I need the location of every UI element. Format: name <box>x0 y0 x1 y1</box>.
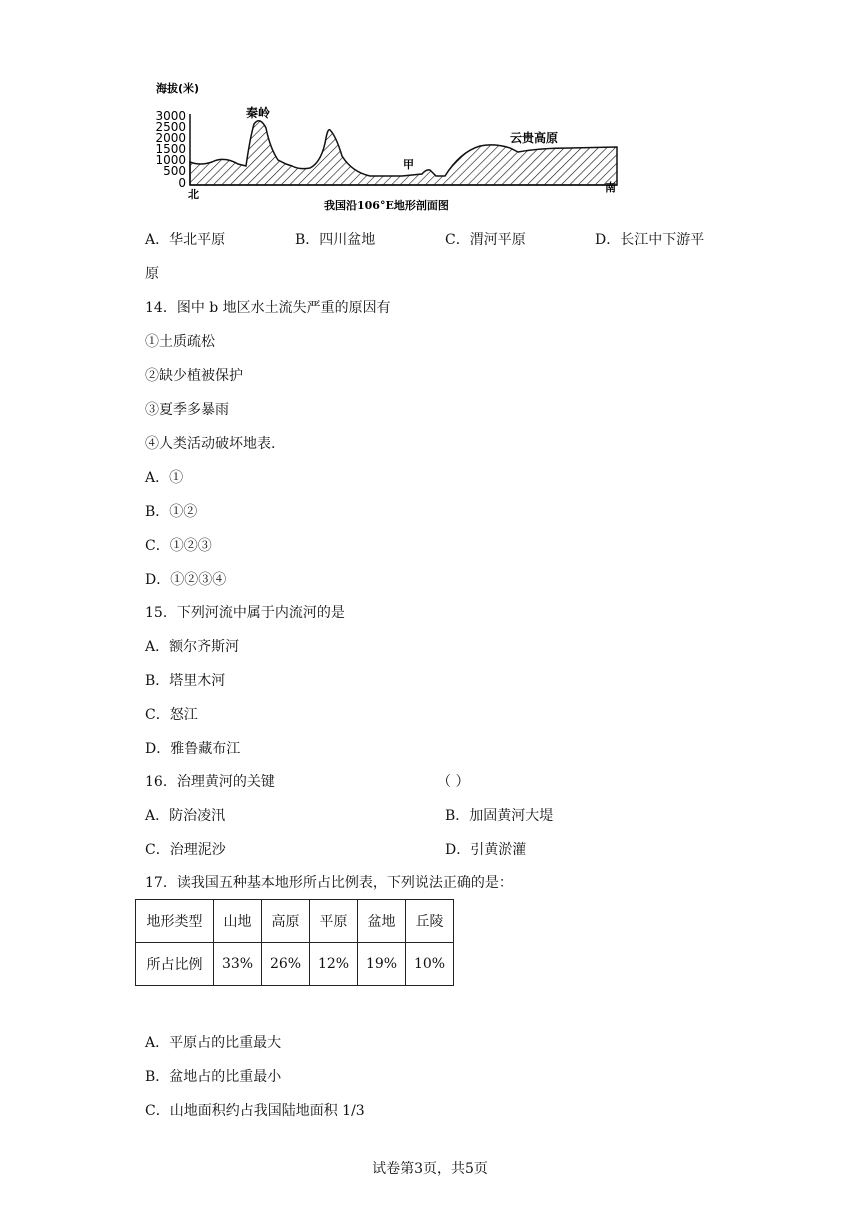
q16-option-c[interactable]: C．治理泥沙 <box>145 842 226 858</box>
ytick-500: 500 <box>163 164 186 178</box>
label-north: 北 <box>188 188 199 201</box>
profile-ylabel: 海拔(米) <box>156 82 200 95</box>
q14-item-1: ①土质疏松 <box>145 334 215 350</box>
q13-option-b[interactable]: B．四川盆地 <box>295 232 376 248</box>
ytick-1000: 1000 <box>155 153 186 167</box>
q16-option-b[interactable]: B．加固黄河大堤 <box>445 808 554 824</box>
q14-option-a[interactable]: A．① <box>145 470 184 486</box>
q17-option-a[interactable]: A．平原占的比重最大 <box>145 1035 282 1051</box>
label-yungui: 云贵高原 <box>510 131 559 145</box>
terrain-profile-figure <box>150 78 630 218</box>
q17-option-c[interactable]: C．山地面积约占我国陆地面积 1/3 <box>145 1103 365 1119</box>
table-cell: 平原 <box>310 900 358 943</box>
q15-option-b[interactable]: B．塔里木河 <box>145 673 226 689</box>
q13-option-c[interactable]: C．渭河平原 <box>445 232 526 248</box>
q14-option-d[interactable]: D．①②③④ <box>145 572 227 588</box>
q14-stem: 14．图中 b 地区水土流失严重的原因有 <box>145 300 391 316</box>
q15-stem: 15．下列河流中属于内流河的是 <box>145 605 345 621</box>
q14-item-3: ③夏季多暴雨 <box>145 402 229 418</box>
table-cell: 10% <box>406 943 454 986</box>
q14-option-b[interactable]: B．①② <box>145 504 198 520</box>
label-jia: 甲 <box>403 158 414 171</box>
ytick-3000: 3000 <box>155 109 186 123</box>
table-cell: 19% <box>358 943 406 986</box>
table-cell: 高原 <box>262 900 310 943</box>
q17-option-b[interactable]: B．盆地占的比重最小 <box>145 1069 282 1085</box>
table-row <box>136 943 454 986</box>
q15-option-c[interactable]: C．怒江 <box>145 707 198 723</box>
profile-caption: 我国沿106°E地形剖面图 <box>324 199 449 212</box>
q13-option-a[interactable]: A．华北平原 <box>145 232 226 248</box>
q17-stem: 17．读我国五种基本地形所占比例表，下列说法正确的是： <box>145 875 513 891</box>
terrain-ratio-table <box>135 899 454 986</box>
label-qinling: 秦岭 <box>246 106 271 120</box>
page-footer: 试卷第3页，共5页 <box>372 1161 488 1177</box>
q15-option-d[interactable]: D．雅鲁藏布江 <box>145 741 241 757</box>
table-cell: 地形类型 <box>136 900 214 943</box>
table-row <box>136 900 454 943</box>
table-cell: 26% <box>262 943 310 986</box>
q16-option-a[interactable]: A．防治凌汛 <box>145 808 226 824</box>
q16-answer-paren: （ ） <box>437 774 470 790</box>
table-cell: 盆地 <box>358 900 406 943</box>
table-cell: 所占比例 <box>136 943 214 986</box>
q16-stem: 16．治理黄河的关键 <box>145 774 275 790</box>
q14-item-4: ④人类活动破坏地表. <box>145 436 276 452</box>
q13-option-d[interactable]: D．长江中下游平 <box>595 232 705 248</box>
table-cell: 12% <box>310 943 358 986</box>
q15-option-a[interactable]: A．额尔齐斯河 <box>145 639 240 655</box>
label-south: 南 <box>605 181 616 194</box>
table-cell: 山地 <box>214 900 262 943</box>
ytick-0: 0 <box>178 176 186 190</box>
q14-option-c[interactable]: C．①②③ <box>145 538 212 554</box>
q13-option-d-overflow: 原 <box>145 266 159 282</box>
q16-option-d[interactable]: D．引黄淤灌 <box>445 842 527 858</box>
ytick-1500: 1500 <box>155 142 186 156</box>
table-cell: 33% <box>214 943 262 986</box>
q14-item-2: ②缺少植被保护 <box>145 368 243 384</box>
ytick-2000: 2000 <box>155 131 186 145</box>
ytick-2500: 2500 <box>155 120 186 134</box>
table-cell: 丘陵 <box>406 900 454 943</box>
